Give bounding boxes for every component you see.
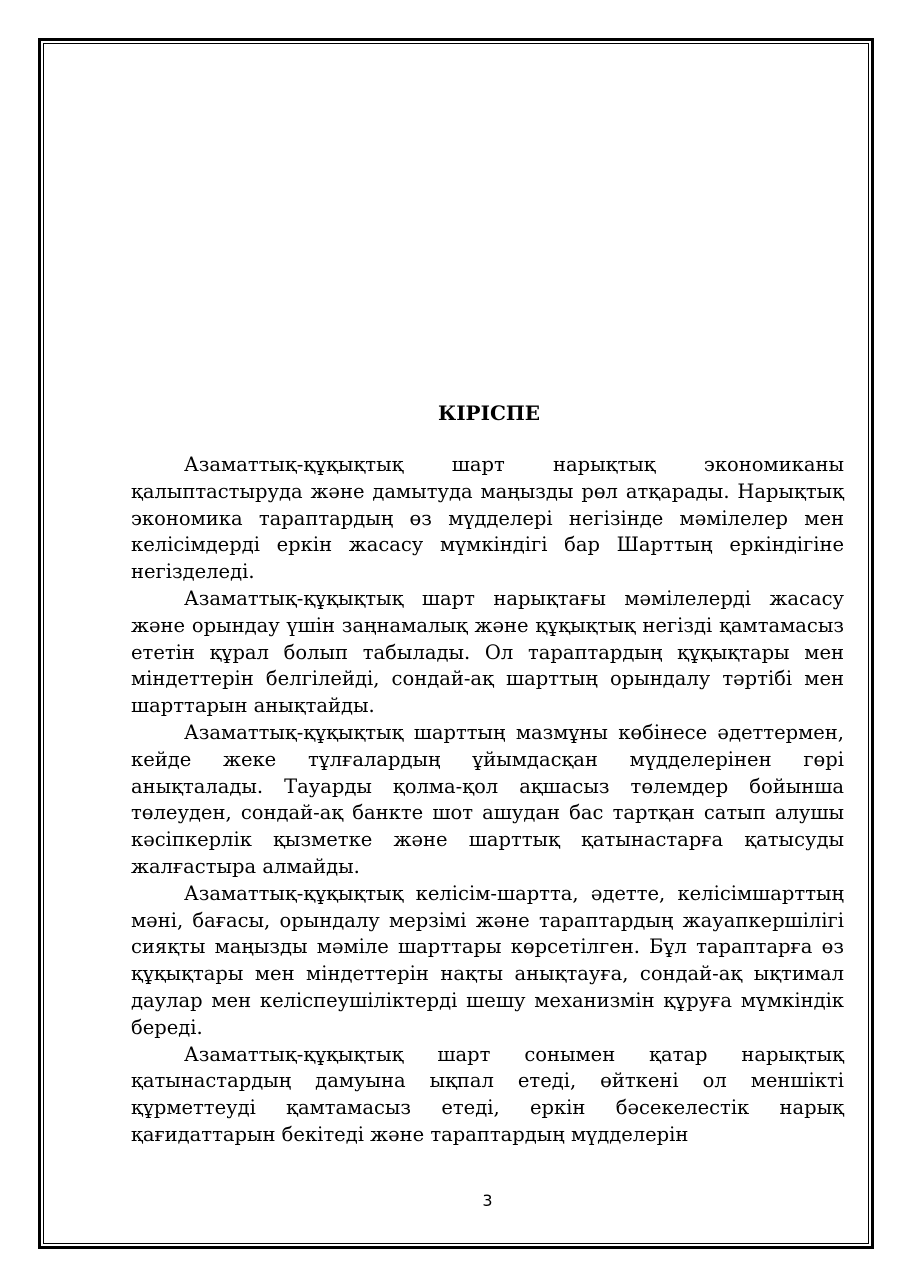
paragraph: Азаматтық-құқықтық шарт нарықтық экономиканы қалыптастыруда және дамытуда маңызды рөл атқарады. Нарықтық экономика тараптардың өз мүдделері негізінде мәмілелер мен келісімдерді еркін жасасу мүмкіндігі бар Шарттың еркіндігіне негізделеді. bbox=[131, 453, 844, 584]
section-heading: КІРІСПЕ bbox=[438, 401, 540, 425]
paragraph: Азаматтық-құқықтық келісім-шартта, әдетте, келісімшарттың мәні, бағасы, орындалу мерзімі және тараптардың жауапкершілігі сияқты маңызды мәміле шарттары көрсетілген. Бұл тараптарға өз құқықтары мен міндеттерін нақты анықтауға, сондай-ақ ықтимал даулар мен келіспеушіліктерді шешу механизмін құруға мүмкіндік береді. bbox=[131, 881, 844, 1039]
page-number: 3 bbox=[482, 1191, 493, 1210]
paragraph: Азаматтық-құқықтық шарт нарықтағы мәмілелерді жасасу және орындау үшін заңнамалық және құқықтық негізді қамтамасыз ететін құрал болып табылады. Ол тараптардың құқықтары мен міндеттерін белгілейді, сондай-ақ шарттың орындалу тәртібі мен шарттарын анықтайды. bbox=[131, 586, 844, 718]
document-body bbox=[131, 398, 844, 1149]
paragraph: Азаматтық-құқықтық шарттың мазмұны көбінесе әдеттермен, кейде жеке тұлғалардың ұйымдасқан мүдделерінен гөрі анықталады. Тауарды қолма-қол ақшасыз төлемдер бойынша төлеуден, сондай-ақ банкте шот ашудан бас тартқан сатып алушы кәсіпкерлік қызметке және шарттық қатынастарға қатысуды жалғастыра алмайды. bbox=[131, 720, 844, 878]
paragraph: Азаматтық-құқықтық шарт сонымен қатар нарықтық қатынастардың дамуына ықпал етеді, өйткені ол меншікті құрметтеуді қамтамасыз етеді, еркін бәсекелестік нарық қағидаттарын бекітеді және тараптардың мүдделерін bbox=[131, 1042, 844, 1146]
